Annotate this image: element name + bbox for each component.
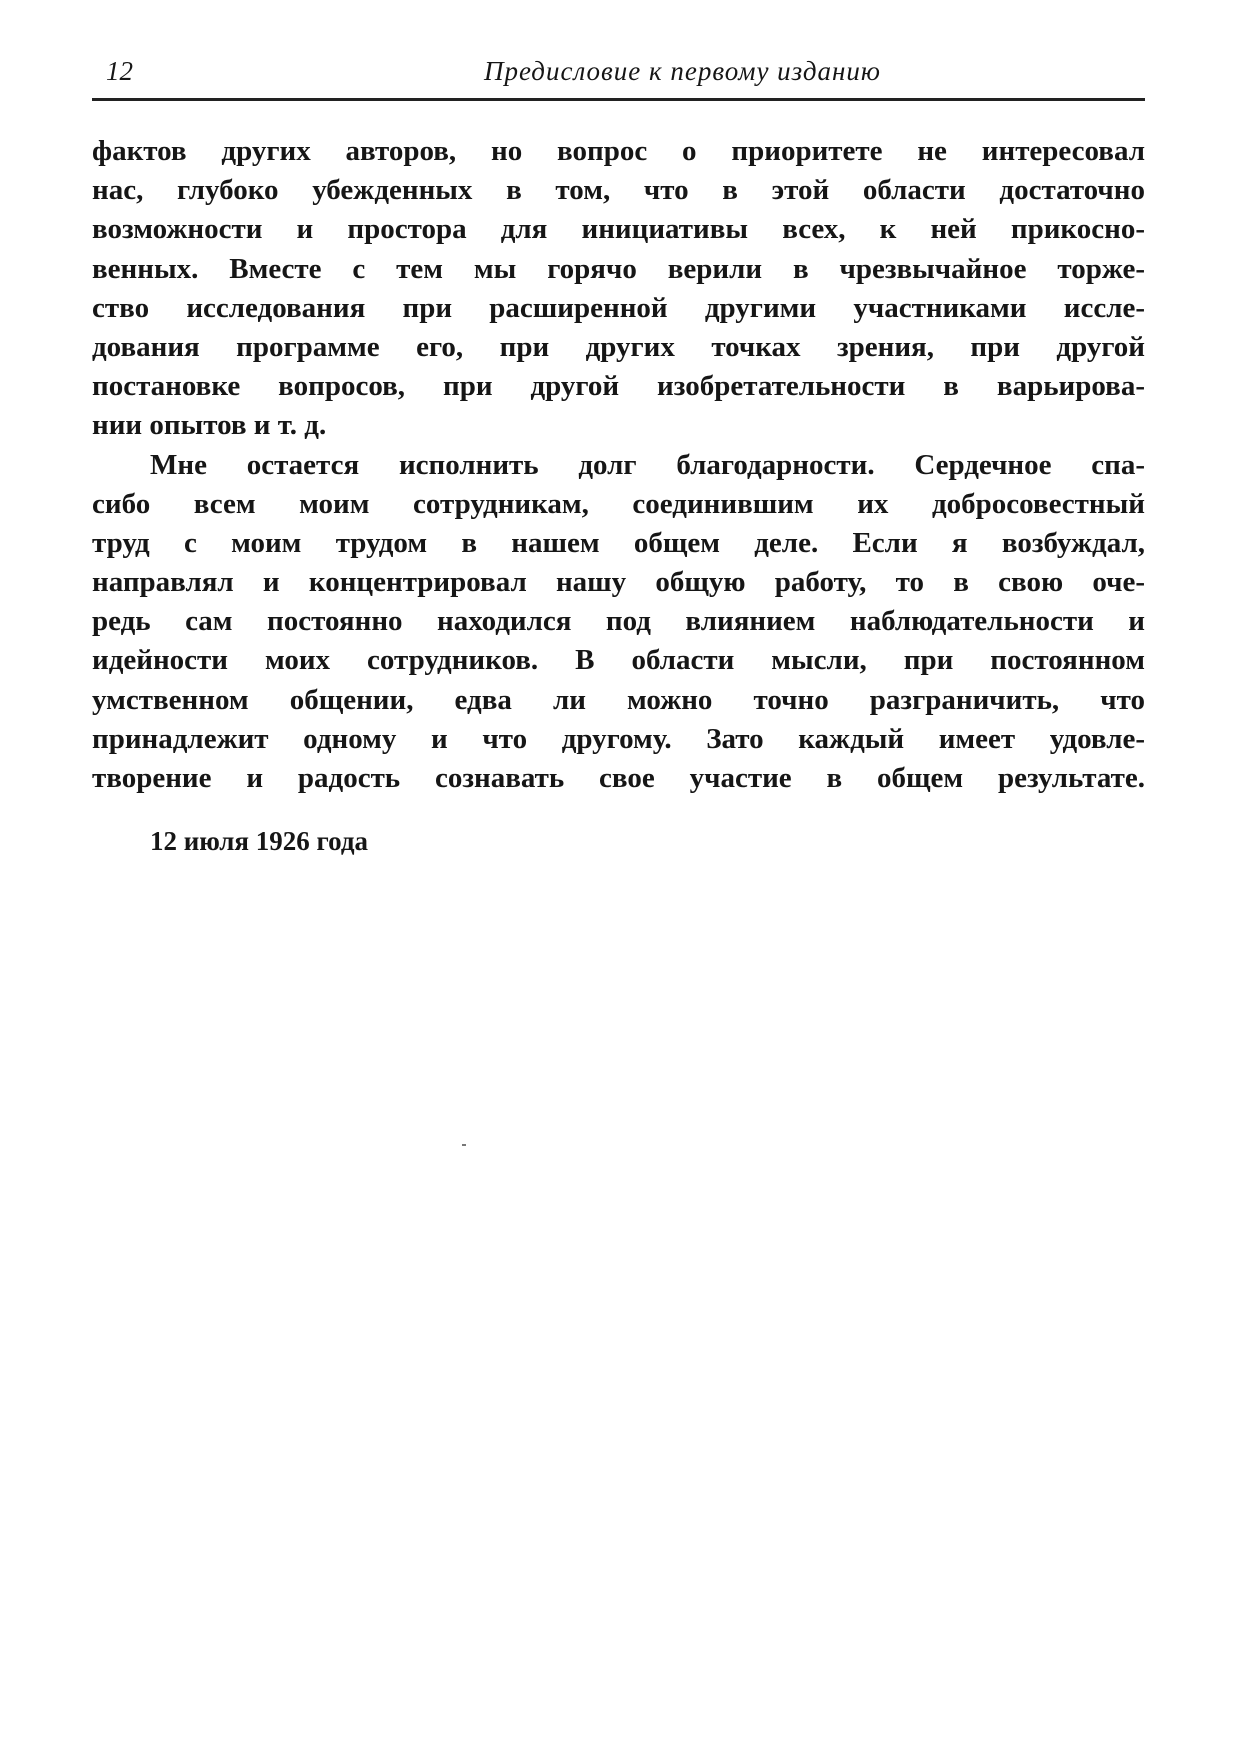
running-header [92,52,1145,92]
text-line: сибо всем моим сотрудникам, соединившим их добросовестный [92,487,1145,520]
text-line: Мне остается исполнить долг благодарности. Сердечное спа- [150,448,1145,481]
text-line: труд с моим трудом в нашем общем деле. Если я возбуждал, [92,526,1145,559]
text-line: постановке вопросов, при другой изобретательности в варьирова- [92,370,1145,403]
paragraph-2 [92,446,1145,799]
text-line: фактов других авторов, но вопрос о приоритете не интересовал [92,135,1145,167]
scan-speck [462,1144,466,1146]
running-title: Предисловие к первому изданию [484,56,881,86]
text-line: венных. Вместе с тем мы горячо верили в чрезвычайное торже- [92,252,1145,285]
text-line: направлял и концентрировал нашу общую работу, то в свою оче- [92,566,1145,599]
header-rule [92,98,1145,101]
text-line: ство исследования при расширенной другими участниками иссле- [92,291,1145,324]
text-line: умственном общении, едва ли можно точно разграничить, что [92,683,1145,716]
text-line: дования программе его, при других точках зрения, при другой [92,330,1145,363]
text-line: нии опытов и т. д. [92,409,327,442]
text-line: принадлежит одному и что другому. Зато каждый имеет удовле- [92,722,1145,755]
text-line: идейности моих сотрудников. В области мысли, при постоянном [92,644,1145,677]
paragraph-1 [92,132,1145,446]
text-line: редь сам постоянно находился под влиянием наблюдательности и [92,605,1145,638]
page-number: 12 [106,56,133,86]
body-text [92,132,1145,798]
text-line: творение и радость сознавать свое участие в общем результате. [92,762,1145,794]
text-line: нас, глубоко убежденных в том, что в этой области достаточно [92,174,1145,207]
signature-date: 12 июля 1926 года [150,826,368,856]
text-line: возможности и простора для инициативы всех, к ней прикосно- [92,213,1145,246]
